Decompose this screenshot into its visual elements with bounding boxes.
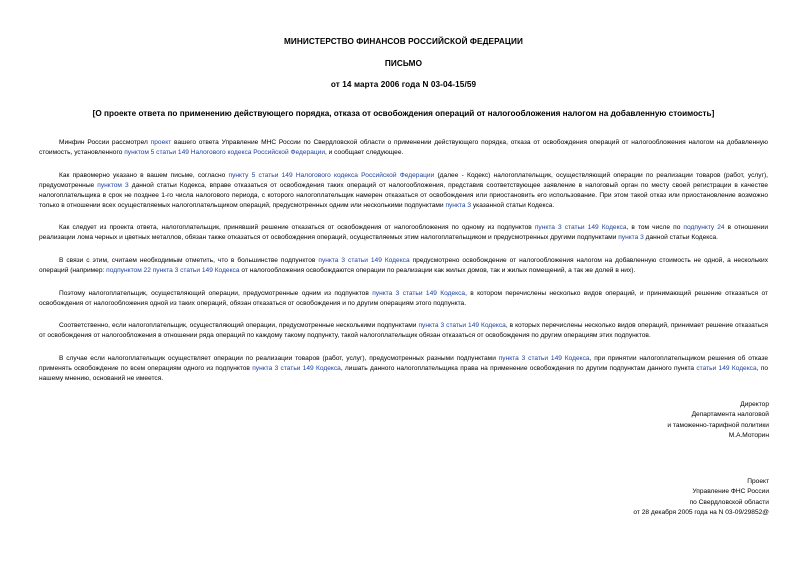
- link-point-3[interactable]: пункта 3: [618, 234, 644, 242]
- paragraph-text: данной статьи Кодекса, вправе отказаться от освобождения таких операций от налогообложения, представив соответствующее заявление в налоговый орган по месту своей регистрации в качестве налогоплательщика в срок не позднее 1-го числа налогового периода, с которого налогоплательщик намерен отказаться от освобождения или приостановить его использование. При этом такой отказ или приостановление возможно только в отношении всех осуществляемых налогоплательщиком операций, предусмотренных одним или несколькими подпунктами: [39, 181, 768, 209]
- paragraph-text: , в том числе по: [626, 224, 684, 232]
- paragraph-text: Как следует из проекта ответа, налогоплательщик, принявший решение отказаться от освобождения от налогообложения по одному из подпунктов: [59, 224, 535, 232]
- paragraph-text: Поэтому налогоплательщик, осуществляющий операции, предусмотренные одним из подпунктов: [59, 289, 373, 297]
- paragraph-text: , в котором перечислены несколько видов операций, и принимающий решение отказаться от освобождения от налогообложения одной из таких операций, обязан отказаться от освобождения и по другим операциям этого подпункта.: [39, 289, 768, 307]
- paragraph-6: [39, 321, 768, 341]
- paragraph-text: , при принятии налогоплательщиком решения об отказе применять освобождение по всем операциям одного из подпунктов: [39, 354, 768, 372]
- signature-line: и таможенно-тарифной политики: [667, 421, 769, 429]
- link-subpoint-22[interactable]: подпунктом 22 пункта 3 статьи 149 Кодекса: [106, 267, 240, 275]
- project-line: Управление ФНС России: [692, 488, 769, 496]
- paragraph-text: (далее - Кодекс) налогоплательщик, осуществляющий операции по реализации товаров (работ, услуг), предусмотренные: [39, 171, 769, 189]
- document-type-heading: ПИСЬМО: [384, 59, 423, 68]
- project-block: [633, 477, 769, 518]
- paragraph-1: [39, 138, 768, 158]
- paragraph-7: [39, 354, 768, 384]
- paragraph-3: [39, 223, 768, 243]
- link-tax-code-art149-p5[interactable]: пунктом 5 статьи 149 Налогового кодекса Российской Федерации: [124, 149, 325, 157]
- link-point-3[interactable]: пунктом 3: [97, 181, 129, 189]
- paragraph-text: Как правомерно указано в вашем письме, согласно: [59, 171, 229, 179]
- project-line: Проект: [747, 478, 769, 485]
- paragraph-text: В случае если налогоплательщик осуществляет операции по реализации товаров (работ, услуг), предусмотренных разными подпунктами: [59, 354, 499, 362]
- paragraph-2: [39, 171, 768, 211]
- paragraph-text: В связи с этим, считаем необходимым отметить, что в большинстве подпунктов: [59, 256, 319, 264]
- signature-line: Директор: [740, 401, 769, 408]
- link-art149-p3[interactable]: пункта 3 статьи 149 Кодекса: [372, 289, 466, 297]
- document-date-number: от 14 марта 2006 года N 03-04-15/59: [330, 80, 477, 89]
- paragraph-text: Минфин России рассмотрел: [59, 139, 151, 146]
- paragraph-text: , и сообщает следующее.: [325, 149, 404, 157]
- paragraph-text: вашего ответа Управление МНС России по Свердловской области о применении действующего порядка, отказа от освобождения операций от налогообложения налогом на добавленную стоимость, установленного: [39, 139, 768, 157]
- link-subpoint-24[interactable]: подпункту 24: [683, 224, 725, 232]
- ministry-heading: МИНИСТЕРСТВО ФИНАНСОВ РОССИЙСКОЙ ФЕДЕРАЦИИ: [284, 37, 523, 46]
- project-line: по Свердловской области: [689, 498, 769, 506]
- paragraph-text: от налогообложения освобождаются операции по реализации как жилых домов, так и жилых помещений, а так же долей в них).: [239, 267, 636, 275]
- signature-block: [667, 400, 769, 441]
- link-art149-p3[interactable]: пункта 3 статьи 149 Кодекса: [498, 354, 590, 362]
- link-art149-p3[interactable]: пункта 3 статьи 149 Кодекса: [318, 256, 410, 264]
- paragraph-text: , по нашему мнению, оснований не имеется.: [39, 364, 769, 382]
- paragraph-5: [39, 289, 768, 309]
- link-art149-p3[interactable]: пункта 3 статьи 149 Кодекса: [534, 224, 627, 232]
- link-point-3[interactable]: пункта 3: [445, 201, 472, 209]
- link-art149-p3[interactable]: пункта 3 статьи 149 Кодекса: [418, 322, 506, 330]
- signature-line: Департамента налоговой: [691, 411, 769, 419]
- project-line: от 28 декабря 2005 года на N 03-09/29852@: [633, 508, 769, 516]
- link-draft-reply[interactable]: проект: [150, 139, 172, 146]
- link-art149-p3[interactable]: пункта 3 статьи 149 Кодекса: [252, 364, 341, 372]
- paragraph-text: указанной статьи Кодекса.: [471, 201, 555, 209]
- paragraph-text: , в которых перечислены несколько видов операций, принимает решение отказаться от освобождения от налогообложения в отношении ряда операций по каждому такому подпункту, такой налогоплательщик обязан отказаться от освобождения по другим операциям этих подпунктов.: [39, 322, 768, 340]
- document-subject: [О проекте ответа по применению действующего порядка, отказа от освобождения операций от налогообложения налогом на добавленную стоимость]: [92, 109, 715, 118]
- paragraph-text: Соответственно, если налогоплательщик, осуществляющий операции, предусмотренные несколькими подпунктами: [59, 322, 419, 330]
- paragraph-text: предусмотрено освобождение от налогообложения налогом на добавленную стоимость не одной, а нескольких операций (например:: [39, 256, 768, 275]
- link-art149[interactable]: статьи 149 Кодекса: [696, 364, 757, 372]
- paragraph-text: в отношении реализации лома черных и цветных металлов, обязан также отказаться от освобождения операций, осуществляемых этим налогоплательщиком и предусмотренных другими подпунктами: [39, 224, 769, 242]
- signature-line: М.А.Моторин: [728, 431, 769, 439]
- document-body: [39, 138, 768, 396]
- paragraph-text: , лишать данного налогоплательщика права на применение освобождения по другим подпунктам данного пункта: [340, 364, 697, 372]
- link-tax-code-art149-p5[interactable]: пункту 5 статьи 149 Налогового кодекса Российской Федерации: [228, 171, 435, 179]
- paragraph-text: данной статьи Кодекса.: [643, 234, 718, 242]
- paragraph-4: [39, 256, 768, 276]
